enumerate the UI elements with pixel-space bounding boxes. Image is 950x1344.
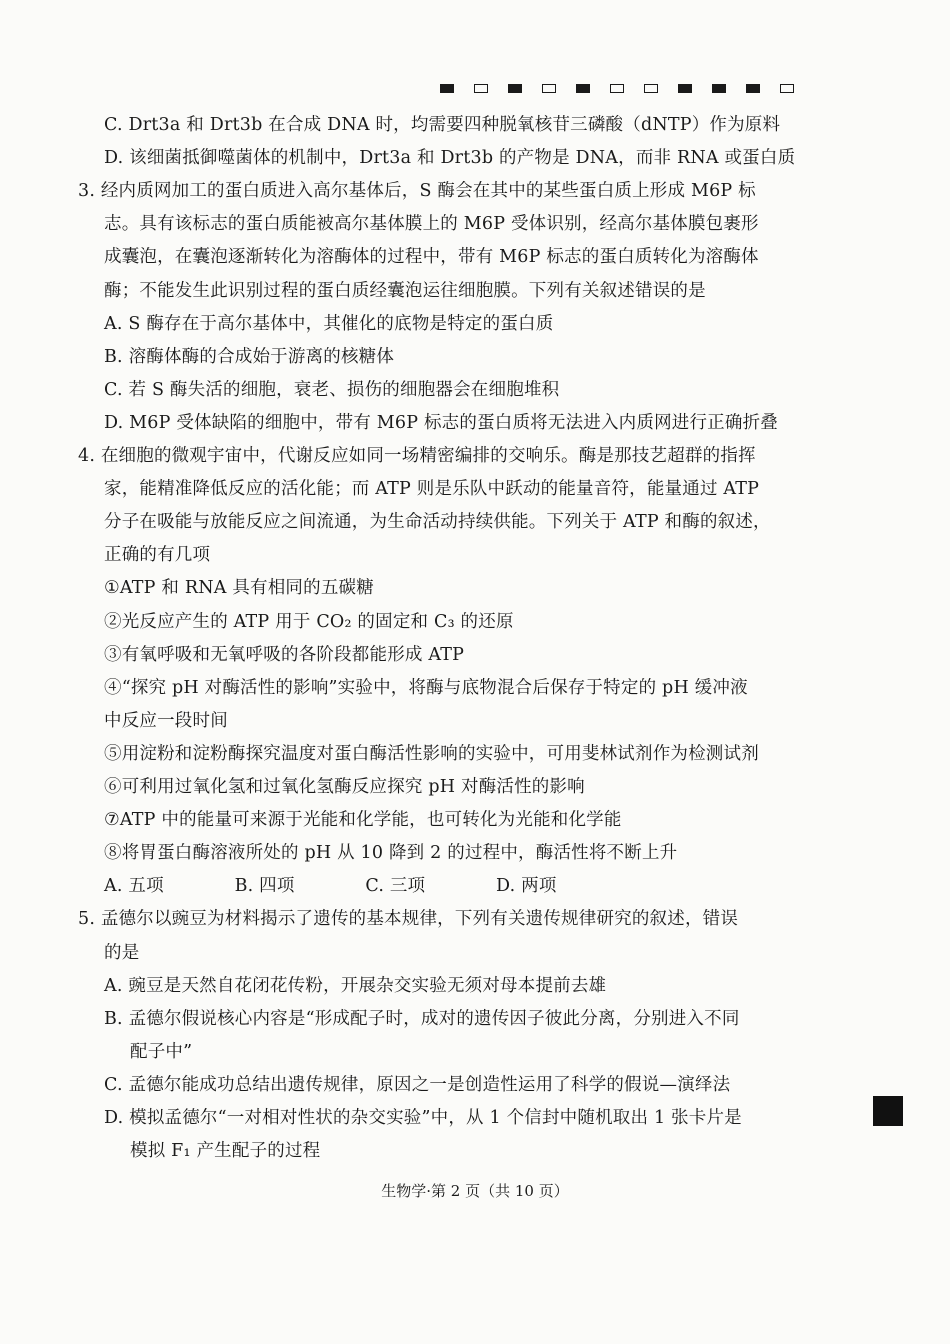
text-line: ⑤用淀粉和淀粉酶探究温度对蛋白酶活性影响的实验中，可用斐林试剂作为检测试剂 (104, 743, 759, 764)
text-line: 配子中” (130, 1041, 193, 1062)
text-line: C. Drt3a 和 Drt3b 在合成 DNA 时，均需要四种脱氧核苷三磷酸（dNTP）作为原料 (104, 115, 781, 135)
mark-open (542, 84, 556, 93)
text-line: 中反应一段时间 (104, 710, 228, 731)
text-line: A. 五项 B. 四项 C. 三项 D. 两项 (104, 876, 557, 897)
text-line: ①ATP 和 RNA 具有相同的五碳糖 (104, 578, 374, 599)
text-line: D. 该细菌抵御噬菌体的机制中，Drt3a 和 Drt3b 的产物是 DNA，而非 RNA 或蛋白质 (104, 148, 796, 169)
text-line: D. 模拟孟德尔“一对相对性状的杂交实验”中，从 1 个信封中随机取出 1 张卡片是 (104, 1108, 742, 1128)
text-line: 家，能精准降低反应的活化能；而 ATP 则是乐队中跃动的能量音符，能量通过 ATP (104, 479, 760, 500)
text-line: 模拟 F₁ 产生配子的过程 (130, 1141, 321, 1162)
text-line: 的是 (104, 942, 140, 963)
mark-filled (508, 84, 522, 93)
text-line: 5. 孟德尔以豌豆为材料揭示了遗传的基本规律，下列有关遗传规律研究的叙述，错误 (78, 909, 739, 930)
mark-filled (576, 84, 590, 93)
text-line: 4. 在细胞的微观宇宙中，代谢反应如同一场精密编排的交响乐。酶是那技艺超群的指挥 (78, 446, 756, 466)
text-line: C. 若 S 酶失活的细胞，衰老、损伤的细胞器会在细胞堆积 (104, 379, 560, 400)
side-registration-block (873, 1096, 903, 1126)
text-line: A. 豌豆是天然自花闭花传粉，开展杂交实验无须对母本提前去雄 (104, 975, 607, 996)
header-registration-marks (440, 84, 794, 93)
text-line: ⑧将胃蛋白酶溶液所处的 pH 从 10 降到 2 的过程中，酶活性将不断上升 (104, 843, 678, 864)
mark-filled (712, 84, 726, 93)
text-line: 志。具有该标志的蛋白质能被高尔基体膜上的 M6P 受体识别，经高尔基体膜包裹形 (104, 214, 759, 235)
text-line: ⑥可利用过氧化氢和过氧化氢酶反应探究 pH 对酶活性的影响 (104, 777, 585, 797)
text-line: 3. 经内质网加工的蛋白质进入高尔基体后，S 酶会在其中的某些蛋白质上形成 M6P 标 (78, 181, 756, 202)
mark-filled (678, 84, 692, 93)
mark-filled (746, 84, 760, 93)
text-line: 正确的有几项 (104, 545, 211, 566)
text-line: 成囊泡，在囊泡逐渐转化为溶酶体的过程中，带有 M6P 标志的蛋白质转化为溶酶体 (104, 247, 759, 268)
text-line: ⑦ATP 中的能量可来源于光能和化学能，也可转化为光能和化学能 (104, 810, 622, 831)
text-line: ②光反应产生的 ATP 用于 CO₂ 的固定和 C₃ 的还原 (104, 611, 514, 632)
text-line: ④“探究 pH 对酶活性的影响”实验中，将酶与底物混合后保存于特定的 pH 缓冲液 (104, 677, 748, 698)
text-line: A. S 酶存在于高尔基体中，其催化的底物是特定的蛋白质 (104, 313, 554, 334)
mark-open (610, 84, 624, 93)
page-footer: 生物学·第 2 页（共 10 页） (381, 1182, 569, 1200)
mark-open (644, 84, 658, 93)
text-line: B. 溶酶体酶的合成始于游离的核糖体 (104, 346, 395, 367)
mark-open (780, 84, 794, 93)
text-line: 酶；不能发生此识别过程的蛋白质经囊泡运往细胞膜。下列有关叙述错误的是 (104, 280, 706, 301)
mark-open (474, 84, 488, 93)
text-line: 分子在吸能与放能反应之间流通，为生命活动持续供能。下列关于 ATP 和酶的叙述， (104, 512, 771, 533)
text-line: B. 孟德尔假说核心内容是“形成配子时，成对的遗传因子彼此分离，分别进入不同 (104, 1008, 740, 1029)
text-line: ③有氧呼吸和无氧呼吸的各阶段都能形成 ATP (104, 644, 465, 665)
text-line: C. 孟德尔能成功总结出遗传规律，原因之一是创造性运用了科学的假说—演绎法 (104, 1074, 731, 1095)
text-line: D. M6P 受体缺陷的细胞中，带有 M6P 标志的蛋白质将无法进入内质网进行正确折叠 (104, 412, 778, 433)
mark-filled (440, 84, 454, 93)
